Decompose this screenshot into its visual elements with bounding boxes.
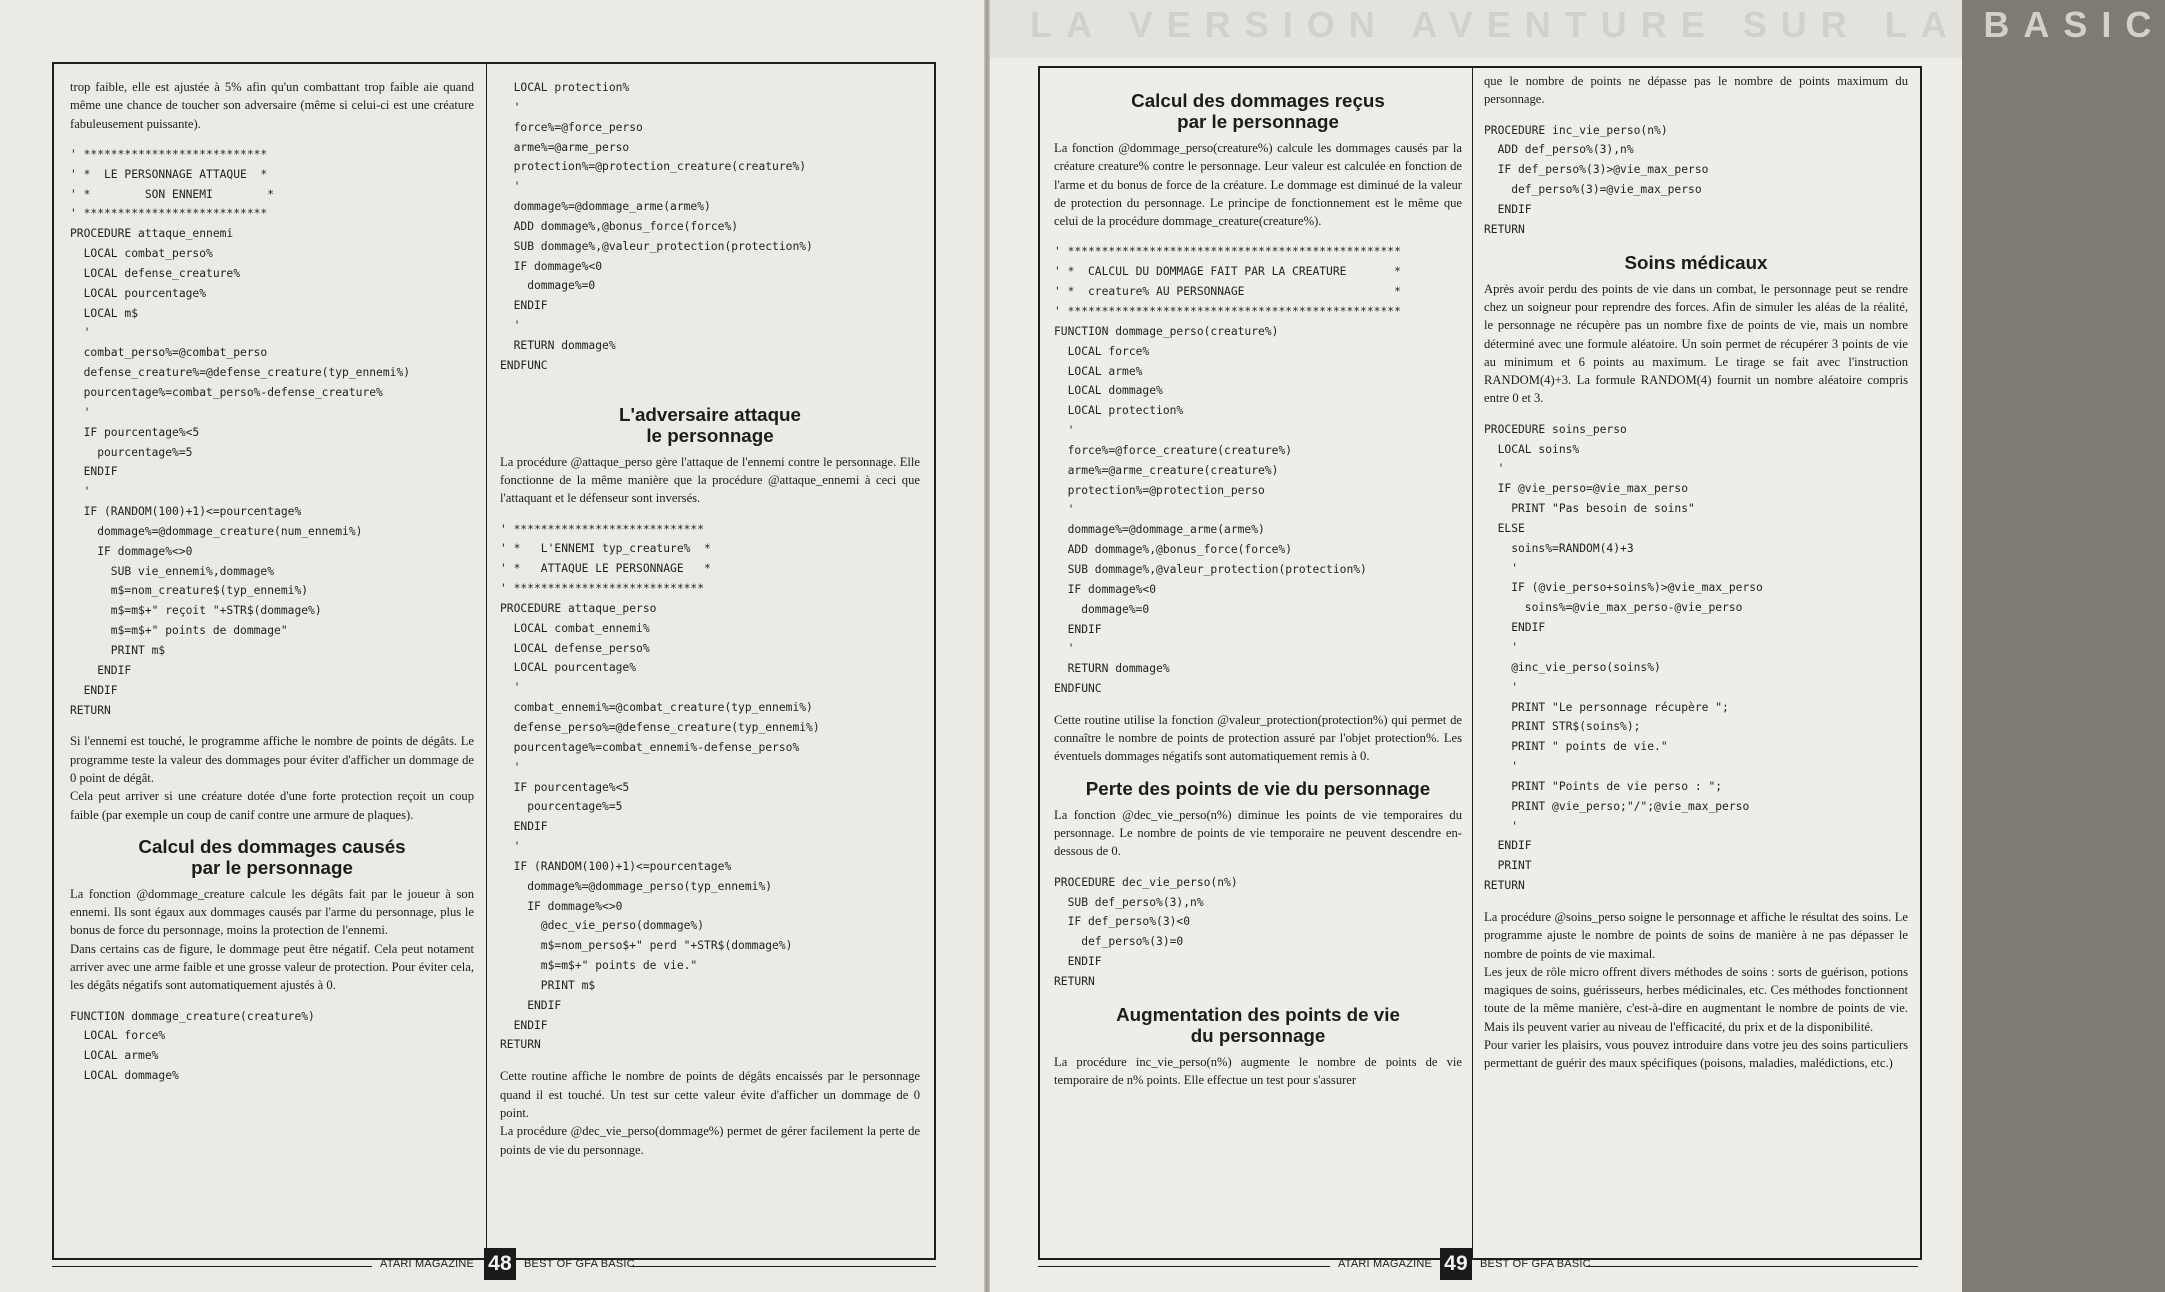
code-attaque-ennemi: ' *************************** ' * LE PERSONNAGE ATTAQUE * ' * SON ENNEMI * ' *************************** PROCEDURE attaque_ennemi LOCAL combat_perso% LOCAL defense_creature% LOCAL pourcentage% LOCAL m$ ' combat_perso%=@combat_perso defense_creature%=@defense_creature(typ_ennemi%) pourcentage%=combat_perso%-defense_creature% ' IF pourcentage%<5 pourcentage%=5 ENDIF ' IF (RANDOM(100)+1)<=pourcentage% dommage%=@dommage_creature(num_ennemi%) IF dommage%<>0 SUB vie_ennemi%,dommage% m$=nom_creature$(typ_ennemi%) m$=m$+" reçoit "+STR$(dommage%) m$=m$+" points de dommage" PRINT m$ ENDIF ENDIF RETURN — [70, 147, 411, 717]
left-column-2 — [500, 78, 920, 1238]
section-heading: Augmentation des points de vie du personnage — [1116, 1003, 1400, 1046]
body-paragraph: La procédure @soins_perso soigne le personnage et affiche le résultat des soins. Le programme ajuste le nombre de points de soins de manière à ne pas dépasser le nombre de points de vie maximal. — [1484, 909, 1908, 961]
section-heading: Perte des points de vie du personnage — [1085, 777, 1431, 799]
code-dommage-creature-cont: LOCAL protection% ' force%=@force_perso arme%=@arme_perso protection%=@protection_creature(creature%) ' dommage%=@dommage_arme(arme%) ADD dommage%,@bonus_force(force%) SUB dommage%,@valeur_protection(protection%) IF dommage%<0 dommage%=0 ENDIF ' RETURN dommage% ENDFUNC — [500, 81, 813, 372]
code-inc-vie-perso: PROCEDURE inc_vie_perso(n%) ADD def_perso%(3),n% IF def_perso%(3)>@vie_max_perso def_perso%(3)=@vie_max_perso ENDIF RETURN — [1484, 123, 1709, 236]
section-heading: L'adversaire attaque le personnage — [619, 403, 801, 446]
section-name: BEST OF GFA BASIC — [1480, 1258, 1591, 1270]
left-page — [0, 0, 984, 1292]
section-heading: Calcul des dommages reçus par le personnage — [1131, 90, 1385, 132]
left-column-1 — [70, 78, 474, 1238]
column-divider — [1472, 68, 1473, 1258]
page-number: 49 — [1440, 1248, 1472, 1280]
column-divider — [486, 64, 487, 1258]
right-column-1 — [1054, 90, 1462, 1238]
body-paragraph: Dans certains cas de figure, le dommage peut être négatif. Cela peut notament arriver avec une arme faible et une grosse valeur de protection. Pour éviter cela, les dégâts négatifs sont automatiquement ajustés à 0. — [70, 941, 474, 993]
body-paragraph: Après avoir perdu des points de vie dans un combat, le personnage peut se rendre chez un soigneur pour reprendre des forces. Afin de simuler les aléas de la réalité, le personnage ne récupère pas un nombre fixe de points de vie, mais un nombre déterminé avec une formule aléatoire. Un soin permet de récupérer 3 points de vie au minimum et 6 points au maximum. Le tirage se fait avec l'instruction RANDOM(4)+3. La formule RANDOM(4) fournit un nombre aléatoire compris entre 0 et 3. — [1484, 281, 1908, 406]
body-paragraph: Cela peut arriver si une créature dotée d'une forte protection reçoit un coup faible (par exemple un coup de canif contre une armure de plaques). — [70, 789, 474, 822]
code-dec-vie-perso: PROCEDURE dec_vie_perso(n%) SUB def_perso%(3),n% IF def_perso%(3)<0 def_perso%(3)=0 ENDIF RETURN — [1054, 875, 1238, 988]
page-footer — [1038, 1248, 1922, 1284]
right-page-frame — [1038, 66, 1922, 1260]
code-dommage-perso: ' ************************************************* ' * CALCUL DU DOMMAGE FAIT PAR LA CREATURE * ' * creature% AU PERSONNAGE * ' ************************************************* FUNCTION dommage_perso(creature%) LOCAL force% LOCAL arme% LOCAL dommage% LOCAL protection% ' force%=@force_creature(creature%) arme%=@arme_creature(creature%) protection%=@protection_perso ' dommage%=@dommage_arme(arme%) ADD dommage%,@bonus_force(force%) SUB dommage%,@valeur_protection(protection%) IF dommage%<0 dommage%=0 ENDIF ' RETURN dommage% ENDFUNC — [1054, 245, 1401, 696]
body-paragraph: que le nombre de points ne dépasse pas le nombre de points maximum du personnage. — [1484, 74, 1908, 107]
section-heading: Soins médicaux — [1624, 251, 1768, 273]
body-paragraph: Si l'ennemi est touché, le programme affiche le nombre de points de dégâts. Le programme teste la valeur des dommages pour éviter d'afficher un dommage de 0 point de dégât. — [70, 734, 474, 785]
body-paragraph: La procédure @attaque_perso gère l'attaque de l'ennemi contre le personnage. Elle fonctionne de la même manière que la procédure @attaque_ennemi à ceci que l'attaquant et le défenseur sont inversés. — [500, 454, 920, 506]
section-heading: Calcul des dommages causés par le personnage — [138, 835, 406, 878]
body-paragraph: Les jeux de rôle micro offrent divers méthodes de soins : sorts de guérison, potions magiques de soins, guérisseurs, herbes médicinales, etc. Ces méthodes fonctionnent toute de la même manière, c'est-à-dire en augmentant le nombre de points de vie. Mais ils peuvent varier au niveau de l'efficacité, du prix et de la disponibilité. — [1484, 964, 1908, 1034]
intro-paragraph: trop faible, elle est ajustée à 5% afin qu'un combattant trop faible aie quand même une chance de toucher son adversaire (même si celui-ci est une créature fabuleusement puissante). — [70, 80, 474, 131]
magazine-name: ATARI MAGAZINE — [380, 1258, 475, 1270]
code-soins-perso: PROCEDURE soins_perso LOCAL soins% ' IF @vie_perso=@vie_max_perso PRINT "Pas besoin de soins" ELSE soins%=RANDOM(4)+3 ' IF (@vie_perso+soins%)>@vie_max_perso soins%=@vie_max_perso-@vie_perso ENDIF ' @inc_vie_perso(soins%) ' PRINT "Le personnage récupère "; PRINT STR$(soins%); PRINT " points de vie." ' PRINT "Points de vie perso : "; PRINT @vie_perso;"/";@vie_max_perso ' ENDIF PRINT RETURN — [1484, 422, 1763, 893]
magazine-name: ATARI MAGAZINE — [1338, 1258, 1433, 1270]
code-attaque-perso: ' **************************** ' * L'ENNEMI typ_creature% * ' * ATTAQUE LE PERSONNAGE * ' **************************** PROCEDURE attaque_perso LOCAL combat_ennemi% LOCAL defense_perso% LOCAL pourcentage% ' combat_ennemi%=@combat_creature(typ_ennemi%) defense_perso%=@defense_creature(typ_ennemi%) pourcentage%=combat_ennemi%-defense_perso% ' IF pourcentage%<5 pourcentage%=5 ENDIF ' IF (RANDOM(100)+1)<=pourcentage% dommage%=@dommage_perso(typ_ennemi%) IF dommage%<>0 @dec_vie_perso(dommage%) m$=nom_perso$+" perd "+STR$(dommage%) m$=m$+" points de vie." PRINT m$ ENDIF ENDIF RETURN — [500, 522, 820, 1052]
body-paragraph: La procédure inc_vie_perso(n%) augmente le nombre de points de vie temporaire de n% points. Elle effectue un test pour s'assurer — [1054, 1054, 1462, 1088]
left-page-frame — [52, 62, 936, 1260]
code-dommage-creature: FUNCTION dommage_creature(creature%) LOCAL force% LOCAL arme% LOCAL dommage% — [70, 1009, 315, 1083]
show-through-header — [990, 0, 2165, 58]
body-paragraph: Cette routine utilise la fonction @valeur_protection(protection%) qui permet de connaître le nombre de points de protection assuré par l'objet protection%. Les éventuels dommages négatifs sont automatiquement remis à 0. — [1054, 712, 1462, 764]
ghost-header-text: LA VERSION AVENTURE SUR LA BASIC — [1030, 4, 2165, 45]
body-paragraph: La fonction @dec_vie_perso(n%) diminue les points de vie temporaires du personnage. Le nombre de points de vie temporaire ne peuvent descendre en-dessous de 0. — [1054, 807, 1462, 859]
body-paragraph: La fonction @dommage_creature calcule les dégâts fait par le joueur à son ennemi. Ils sont égaux aux dommages causés par l'arme du personnage, plus le bonus de force du personnage, moins la protection de l'ennemi. — [70, 886, 474, 938]
body-paragraph: La fonction @dommage_perso(creature%) calcule les dommages causés par la créature creature% contre le personnage. Leur valeur est calculée en fonction de l'arme et du bonus de force de la créature. Le dommage est diminué de la valeur de protection du personnage. Le principe de fonctionnement est le même que celui de la procédure dommage_creature(creature%). — [1054, 141, 1462, 229]
page-footer — [52, 1248, 936, 1284]
section-name: BEST OF GFA BASIC — [524, 1258, 635, 1270]
body-paragraph: Pour varier les plaisirs, vous pouvez introduire dans votre jeu des soins particuliers permettant de guérir des maux spécifiques (poisons, maladies, malédictions, etc.) — [1484, 1038, 1908, 1071]
page-number: 48 — [484, 1248, 516, 1280]
right-page — [990, 0, 2165, 1292]
right-column-2 — [1484, 72, 1908, 1238]
body-paragraph: Cette routine affiche le nombre de points de dégâts encaissés par le personnage quand il est touché. Un test sur cette valeur évite d'afficher un dommage de 0 point. — [500, 1069, 920, 1120]
body-paragraph: La procédure @dec_vie_perso(dommage%) permet de gérer facilement la perte de points de vie du personnage. — [500, 1124, 920, 1157]
